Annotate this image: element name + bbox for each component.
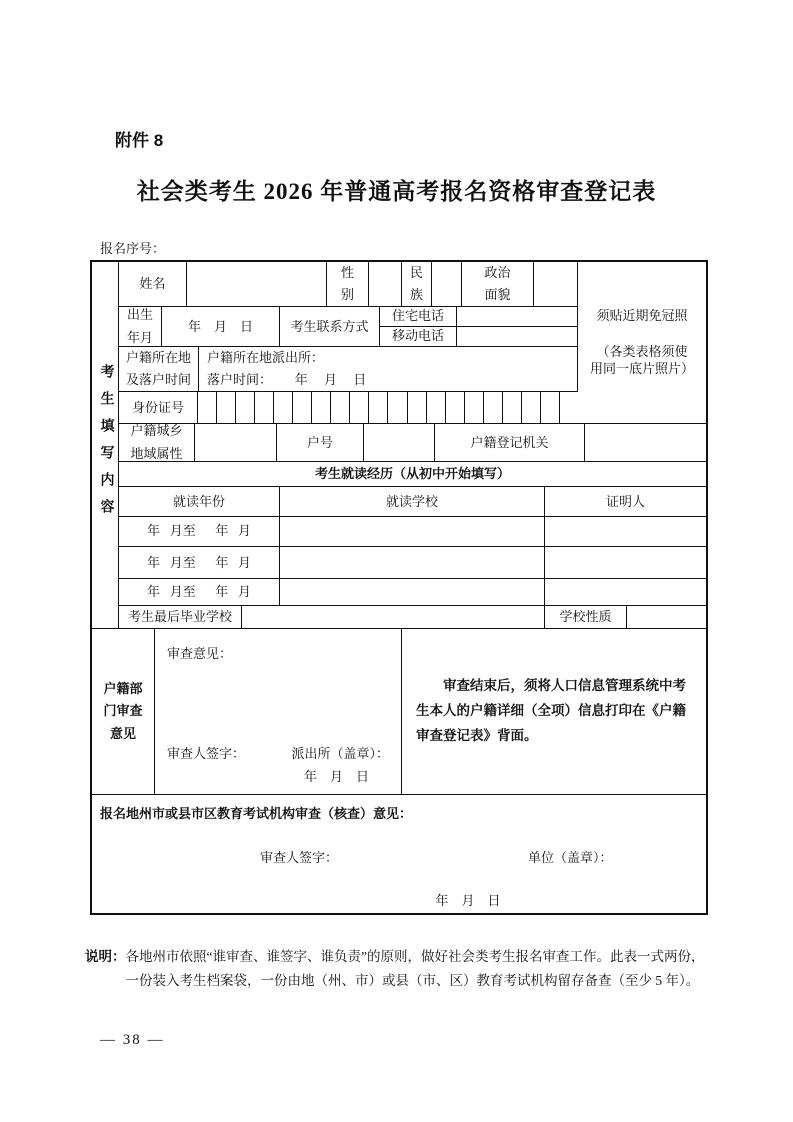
education-history-header-row xyxy=(119,462,706,487)
id-cells xyxy=(198,392,578,423)
side-label-cell xyxy=(92,262,119,628)
org-review-section xyxy=(92,795,706,913)
period-cell: 年 月至 年 月 xyxy=(119,547,280,579)
station-seal-label: 派出所（盖章）： xyxy=(291,745,389,761)
id-digit-cell xyxy=(503,392,522,423)
school-type-value-cell xyxy=(627,606,706,628)
photo-note-line2: （各类表格须使 xyxy=(596,343,688,359)
col-school-header xyxy=(280,487,545,516)
final-school-label-cell xyxy=(119,606,242,628)
home-phone-value-cell xyxy=(457,307,578,326)
history-row xyxy=(119,517,706,547)
household-signer-label: 审查人签字： xyxy=(167,745,246,761)
hukou-type-label-cell xyxy=(119,424,195,461)
id-digit-cell xyxy=(312,392,331,423)
col-witness-header xyxy=(545,487,706,516)
form-table xyxy=(90,260,708,915)
id-digit-cell xyxy=(331,392,350,423)
contact-label: 考生联系方式 xyxy=(290,318,369,334)
residence-label: 户籍所在地及落户时间 xyxy=(125,349,191,387)
birth-value-cell: 年 月 日 xyxy=(162,307,280,346)
household-review-label: 户籍部门审查意见 xyxy=(103,681,143,741)
opinion-label: 审查意见： xyxy=(167,646,233,661)
photo-box xyxy=(578,262,706,423)
serial-number-label: 报名序号： xyxy=(100,241,166,256)
hukou-org-label: 户籍登记机关 xyxy=(470,434,549,450)
col-year-label: 就读年份 xyxy=(172,493,225,509)
org-date-line: 年 月 日 xyxy=(435,893,501,909)
id-digit-cell xyxy=(236,392,255,423)
side-label: 考生填写内容 xyxy=(98,364,114,526)
history-row xyxy=(119,579,706,606)
school-type-label-cell xyxy=(545,606,627,628)
final-school-value-cell xyxy=(242,606,545,628)
home-phone-label: 住宅电话 xyxy=(391,308,444,324)
school-cell xyxy=(280,547,545,579)
photo-note-title: 须贴近期免冠照 xyxy=(596,308,688,324)
birth-label-cell xyxy=(119,307,162,346)
final-school-label: 考生最后毕业学校 xyxy=(127,609,232,625)
household-date-line: 年 月 日 xyxy=(303,769,369,785)
org-review-title: 报名地州市或县市区教育考试机构审查（核查）意见： xyxy=(100,806,413,821)
education-history-columns xyxy=(119,487,706,517)
id-digit-cell xyxy=(274,392,293,423)
political-label: 政治面貌 xyxy=(484,264,511,302)
period-cell: 年 月至 年 月 xyxy=(119,579,280,605)
household-notice-cell xyxy=(402,629,706,794)
id-digit-cell xyxy=(198,392,217,423)
id-digit-cell xyxy=(484,392,503,423)
hukou-org-value-cell xyxy=(585,424,706,461)
hukou-org-label-cell xyxy=(435,424,585,461)
candidate-section xyxy=(92,262,706,629)
col-witness-label: 证明人 xyxy=(605,493,645,509)
huhao-value-cell xyxy=(364,424,435,461)
school-cell xyxy=(280,517,545,546)
id-digit-cell xyxy=(369,392,388,423)
row-residence xyxy=(119,347,578,392)
huhao-label: 户号 xyxy=(306,434,333,450)
residence-date-line: 落户时间： 年 月 日 xyxy=(207,372,367,387)
witness-cell xyxy=(545,517,706,546)
household-sign-block xyxy=(167,745,391,786)
id-digit-cell xyxy=(522,392,541,423)
history-row xyxy=(119,547,706,580)
political-value-cell xyxy=(534,262,578,306)
footnote xyxy=(85,945,713,994)
residence-value-cell xyxy=(199,347,578,391)
id-label-cell xyxy=(119,392,198,423)
household-notice-text: 审查结束后，须将人口信息管理系统中考生本人的户籍详细（全项）信息打印在《户籍审查登记表》背面。 xyxy=(416,678,686,743)
org-review-cell xyxy=(92,795,706,913)
mobile-phone-label-cell xyxy=(380,327,457,346)
hukou-type-label: 户籍城乡地域属性 xyxy=(130,424,183,461)
witness-cell xyxy=(545,547,706,579)
photo-note-line3: 用同一底片照片） xyxy=(589,361,694,377)
id-digit-cell xyxy=(541,392,560,423)
birth-label: 出生年月 xyxy=(126,307,153,345)
household-review-section xyxy=(92,629,706,795)
mobile-phone-value-cell xyxy=(457,327,578,346)
home-phone-label-cell xyxy=(380,307,457,326)
residence-station-line: 户籍所在地派出所： xyxy=(207,349,325,365)
col-year-header xyxy=(119,487,280,516)
contact-label-cell xyxy=(280,307,380,346)
gender-label: 性别 xyxy=(340,264,354,302)
page-title: 社会类考生 2026 年普通高考报名资格审查登记表 xyxy=(136,179,657,204)
id-number-label: 身份证号 xyxy=(131,399,184,415)
id-digit-cell xyxy=(427,392,446,423)
row-final-school xyxy=(119,606,706,628)
footnote-label: 说明： xyxy=(85,949,126,964)
id-digit-cell xyxy=(446,392,465,423)
id-digit-cell xyxy=(465,392,484,423)
school-type-label: 学校性质 xyxy=(559,609,612,625)
residence-label-cell xyxy=(119,347,199,391)
name-value-cell xyxy=(187,262,327,306)
gender-label-cell xyxy=(327,262,369,306)
mobile-phone-label: 移动电话 xyxy=(391,328,444,344)
household-opinion-cell xyxy=(155,629,402,794)
gender-value-cell xyxy=(369,262,402,306)
col-school-label: 就读学校 xyxy=(385,493,438,509)
ethnic-label-cell xyxy=(402,262,432,306)
id-digit-cell xyxy=(408,392,427,423)
org-unit-seal-label: 单位（盖章）： xyxy=(528,849,613,865)
school-cell xyxy=(280,579,545,605)
footnote-text: 各地州市依照“谁审查、谁签字、谁负责”的原则，做好社会类考生报名审查工作。此表一式两份，一份装入考生档案袋，一份由地（州、市）或县（市、区）教育考试机构留存备查（至少 5 年）。 xyxy=(125,949,705,989)
education-history-header: 考生就读经历（从初中开始填写） xyxy=(314,466,510,482)
row-hukou xyxy=(119,424,706,462)
period-cell: 年 月至 年 月 xyxy=(119,517,280,546)
political-label-cell xyxy=(462,262,534,306)
id-digit-cell xyxy=(560,392,578,423)
id-digit-cell xyxy=(217,392,236,423)
huhao-label-cell xyxy=(277,424,364,461)
id-digit-cell xyxy=(293,392,312,423)
name-label: 姓名 xyxy=(139,276,166,292)
id-digit-cell xyxy=(388,392,407,423)
household-review-label-cell xyxy=(92,629,155,794)
photo-note-body xyxy=(590,343,694,378)
hukou-type-value-cell xyxy=(195,424,277,461)
page-number: — 38 — xyxy=(100,1031,165,1048)
row-id-number xyxy=(119,392,578,423)
id-digit-cell xyxy=(255,392,274,423)
row-basic-identity xyxy=(119,262,578,307)
row-birth-contact xyxy=(119,307,578,347)
org-signer-label: 审查人签字： xyxy=(260,849,339,865)
name-label-cell xyxy=(119,262,187,306)
ethnic-value-cell xyxy=(432,262,462,306)
id-digit-cell xyxy=(350,392,369,423)
ethnic-label: 民族 xyxy=(409,264,423,302)
witness-cell xyxy=(545,579,706,605)
attachment-label: 附件 8 xyxy=(115,131,164,150)
